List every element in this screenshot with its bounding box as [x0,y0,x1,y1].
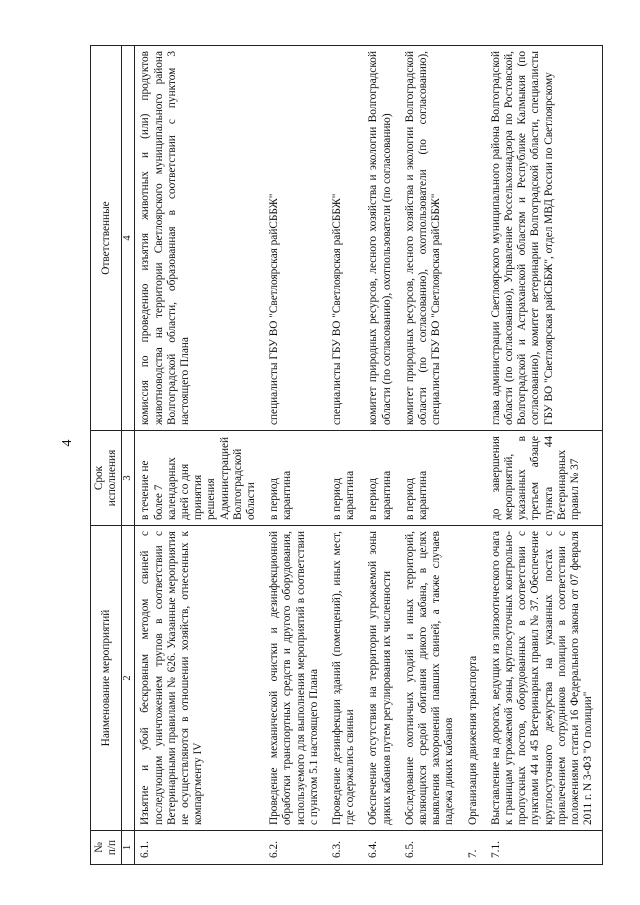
row-number: 6.5. [400,831,463,865]
row-action: Проведение механической очистки и дезинфекционной обработки транспортных средств и другого оборудования, используемого для выполнения мероприятий в соответствии с пунктом 5.1 настоящего Плана [264,526,327,831]
row-responsible: специалисты ГБУ ВО "Светлоярская райСББЖ" [264,46,327,431]
row-action: Организация движения транспорта [463,526,486,831]
row-term: в период карантина [400,431,463,526]
row-term: в период карантина [327,431,363,526]
table-row [463,46,486,865]
rotated-content [90,45,610,865]
row-responsible: специалисты ГБУ ВО "Светлоярская райСББЖ" [327,46,363,431]
row-number: 6.3. [327,831,363,865]
row-term: в течение не более 7 календарных дней со дня принятия решения Администрацией Волгоградской области [135,431,264,526]
table-row [363,46,399,865]
table-row [135,46,264,865]
page-number: 4 [60,439,75,447]
row-term: до завершения мероприятий, указанных в третьем абзаце пункта 44 Ветеринарных правил № 37 [486,431,602,526]
row-responsible: комитет природных ресурсов, лесного хозяйства и экологии Волгоградской области (по согласованию), охотпользователи (по согласованию), специалисты ГБУ ВО "Светлоярская райСББЖ" [400,46,463,431]
row-action: Обеспечение отсутствия на территории угрожаемой зоны диких кабанов путем регулирования их численности [363,526,399,831]
header-term: Срок исполнения [91,431,122,526]
column-number: 3 [122,431,135,526]
column-number-row [122,46,135,865]
row-number: 6.4. [363,831,399,865]
row-term: в период карантина [264,431,327,526]
row-term: в период карантина [363,431,399,526]
column-number: 2 [122,526,135,831]
row-responsible: комитет природных ресурсов, лесного хозяйства и экологии Волгоградской области (по согласованию), охотпользователи (по согласованию) [363,46,399,431]
table-row [400,46,463,865]
row-action: Выставление на дорогах, ведущих из эпизоотического очага к границам угрожаемой зоны, круглосуточных контрольно-пропускных постов, оборудованных в соответствии с пунктами 44 и 45 Ветеринарных правил № 37. Обеспечение круглосуточного дежурства на указанных постах с привлечением сотрудников полиции в соответствии с положениями статьи 16 Федерального закона от 07 февраля 2011 г. N 3-ФЗ "О полиции" [486,526,602,831]
row-responsible: глава администрации Светлоярского муниципального района Волгоградской области (по согласованию), Управление Россельхознадзора по Ростовской, Волгоградской и Астраханской областям и Республике Калмыкия (по согласованию), комитет ветеринарии Волгоградской области, специалисты ГБУ ВО "Светлоярская райСББЖ", отдел МВД России по Светлоярскому [486,46,602,431]
row-action: Обследование охотничьих угодий и иных территорий, являющихся средой обитания дикого кабана, в целях выявления захоронений павших свиней, а также случаев падежа диких кабанов [400,526,463,831]
table-header-row [91,46,122,865]
row-number: 7.1. [486,831,602,865]
plan-table [90,45,603,865]
header-number: № п/п [91,831,122,865]
table-row [486,46,602,865]
row-term [463,431,486,526]
row-action: Проведение дезинфекции зданий (помещений), иных мест, где содержались свиньи [327,526,363,831]
table-row [264,46,327,865]
row-responsible [463,46,486,431]
table-row [327,46,363,865]
row-number: 6.2. [264,831,327,865]
row-number: 7. [463,831,486,865]
header-action: Наименование мероприятий [91,526,122,831]
header-responsible: Ответственные [91,46,122,431]
column-number: 4 [122,46,135,431]
row-action: Изъятие и убой бескровным методом свиней с последующим уничтожением трупов в соответствии с Ветеринарными правилами № 626. Указанные мероприятия не осуществляются в отношении хозяйств, отнесенных к компартменту IV [135,526,264,831]
row-responsible: комиссия по проведению изъятия животных и (или) продуктов животноводства на территории Светлоярского муниципального района Волгоградской области, образованная в соответствии с пунктом 3 настоящего Плана [135,46,264,431]
column-number: 1 [122,831,135,865]
row-number: 6.1. [135,831,264,865]
